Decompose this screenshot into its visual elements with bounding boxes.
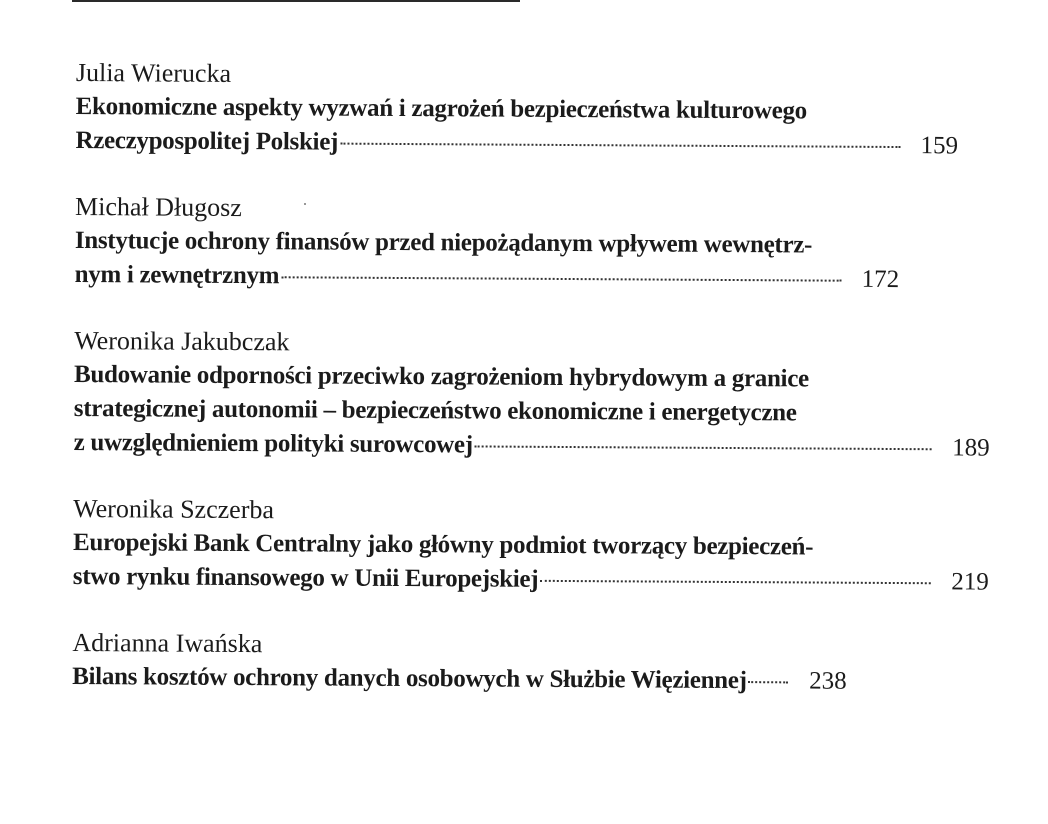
entry-title-last-line (75, 258, 991, 298)
table-of-contents (72, 56, 992, 732)
entry-page-number: 159 (920, 132, 959, 160)
entry-title-last-line (72, 660, 988, 700)
entry-title-end: Rzeczypospolitej Polskiej (75, 126, 339, 156)
entry-title-line: Ekonomiczne aspekty wyzwań i zagrożeń bezpieczeństwa kulturowego (75, 92, 807, 125)
entry-page-number: 189 (952, 434, 990, 462)
toc-entry (72, 626, 988, 700)
entry-author: Julia Wierucka (75, 57, 232, 88)
entry-author: Weronika Jakubczak (74, 325, 290, 357)
toc-entry (73, 492, 990, 600)
entry-title-end: nym i zewnętrznym (74, 260, 280, 290)
entry-author: Adrianna Iwańska (72, 627, 263, 659)
toc-entry (75, 190, 992, 298)
entry-title-line: Europejski Bank Centralny jako główny podmiot tworzący bezpieczeń- (72, 528, 814, 561)
entry-title-line: Instytucje ochrony finansów przed niepożądanym wpływem wewnętrz- (74, 226, 813, 259)
entry-title-line: Budowanie odporności przeciwko zagrożeniom hybrydowym a granice (73, 360, 809, 393)
top-rule (72, 0, 520, 2)
entry-title-last-line (75, 124, 991, 164)
dot-leader (340, 143, 900, 148)
entry-title-last-line (73, 560, 989, 600)
entry-title-line: strategicznej autonomii – bezpieczeństwo ekonomiczne i energetyczne (73, 394, 797, 427)
dot-leader (281, 276, 841, 281)
entry-page-number: 172 (861, 265, 900, 294)
entry-author: Michał Długosz (74, 191, 242, 223)
toc-entry (75, 56, 992, 164)
dot-leader (749, 681, 789, 683)
entry-page-number: 219 (951, 568, 989, 596)
toc-entry (74, 324, 991, 466)
entry-title-end: stwo rynku finansowego w Unii Europejskiej (72, 562, 539, 593)
entry-title-end: Bilans kosztów ochrony danych osobowych w Służbie Więziennej (72, 662, 747, 695)
entry-title-end: z uwzględnieniem polityki surowcowej (73, 428, 473, 459)
entry-page-number: 238 (809, 667, 847, 695)
dot-leader (540, 580, 931, 584)
dot-leader (475, 445, 932, 450)
entry-author: Weronika Szczerba (73, 493, 275, 525)
entry-title-last-line (74, 426, 990, 466)
